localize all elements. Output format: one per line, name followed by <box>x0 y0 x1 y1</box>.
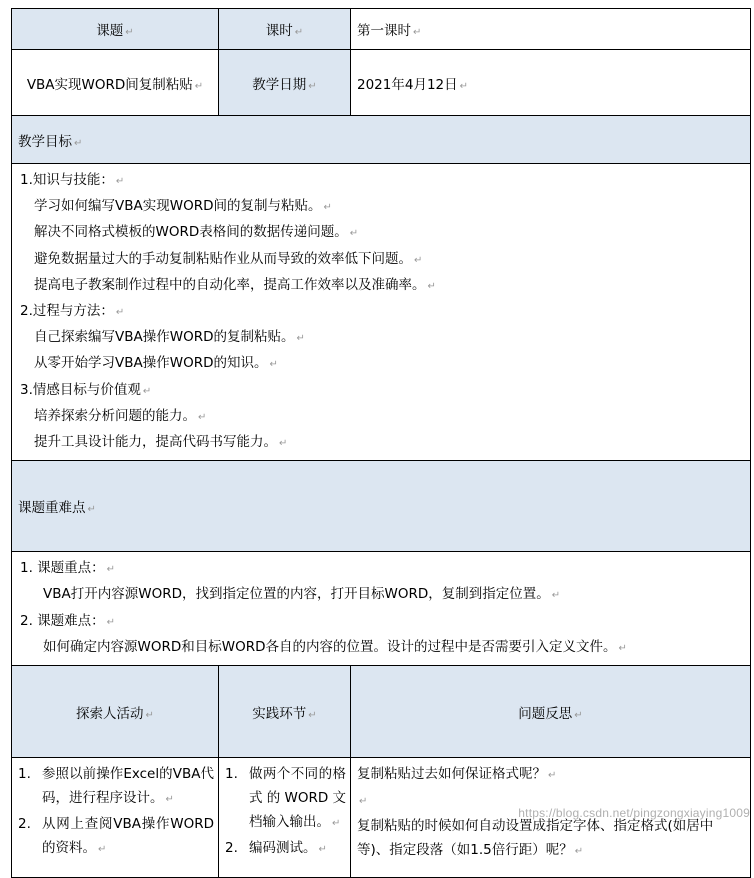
goals-header-cell <box>12 116 751 164</box>
list-line <box>20 635 744 661</box>
list-item-number: 1. <box>225 766 238 783</box>
topic-label: 课题 <box>96 23 124 39</box>
col1-content-cell <box>12 758 219 878</box>
list-item-number: 1. <box>18 766 31 783</box>
col3-header-cell <box>351 666 751 758</box>
hours-label: 课时 <box>265 23 293 39</box>
paragraph-mark-icon: ↵ <box>115 307 125 319</box>
goals-list <box>20 168 744 456</box>
list-line <box>20 351 744 377</box>
paragraph-mark-icon: ↵ <box>413 27 422 38</box>
paragraph-mark-icon: ↵ <box>106 616 116 628</box>
paragraph-mark-icon: ↵ <box>574 846 584 858</box>
list-item <box>225 762 346 836</box>
paragraph-mark-icon: ↵ <box>98 844 107 856</box>
list-line <box>20 220 744 246</box>
list-item <box>18 762 214 812</box>
list-line <box>20 404 744 430</box>
date-label-cell <box>219 50 351 116</box>
reflection-paragraph <box>357 762 744 788</box>
paragraph-mark-icon: ↵ <box>308 709 317 721</box>
paragraph-mark-icon: ↵ <box>308 80 317 92</box>
hours-value: 第一课时 <box>357 23 411 39</box>
goals-title: 教学目标 <box>18 133 72 150</box>
key-points-header-cell <box>12 461 751 552</box>
list-line-text: 1.知识与技能： <box>20 172 114 188</box>
reflection-paragraph <box>357 814 744 864</box>
list-line-text: 如何确定内容源WORD和目标WORD各自的内容的位置。设计的过程中是否需要引入定义文件。 <box>43 638 617 655</box>
list-line <box>20 325 744 351</box>
col1-title: 探索人活动 <box>76 705 144 722</box>
list-line <box>20 378 744 404</box>
col2-header-cell <box>219 666 351 758</box>
paragraph-mark-icon: ↵ <box>269 359 278 371</box>
paragraph-mark-icon: ↵ <box>427 280 436 292</box>
list-line <box>20 247 744 273</box>
paragraph-mark-icon: ↵ <box>548 770 557 782</box>
list-item-text: 从网上查阅VBA操作WORD的资料。 <box>42 816 214 857</box>
date-value: 2021年4月12日 <box>357 76 458 93</box>
paragraph-mark-icon: ↵ <box>323 202 332 214</box>
date-label: 教学日期 <box>252 76 307 93</box>
paragraph-mark-icon: ↵ <box>359 796 368 808</box>
list-item-number: 2. <box>18 816 31 833</box>
col2-list <box>225 762 346 862</box>
list-line-text: 自己探索编写VBA操作WORD的复制粘贴。 <box>34 329 295 346</box>
paragraph-mark-icon: ↵ <box>74 137 83 149</box>
list-line-text: 解决不同格式模板的WORD表格间的数据传递问题。 <box>34 224 348 241</box>
paragraph-mark-icon: ↵ <box>165 794 174 806</box>
lesson-plan-table <box>11 8 751 878</box>
list-item-text: 参照以前操作Excel的VBA代码，进行程序设计。 <box>42 766 214 807</box>
list-line-text: 从零开始学习VBA操作WORD的知识。 <box>34 355 268 372</box>
paragraph-mark-icon: ↵ <box>414 254 423 266</box>
paragraph-mark-icon: ↵ <box>279 438 288 450</box>
paragraph-mark-icon: ↵ <box>198 411 207 423</box>
list-item <box>18 812 214 862</box>
paragraph-mark-icon: ↵ <box>318 844 327 856</box>
reflection-text: 复制粘贴的时候如何自动设置成指定字体、指定格式(如居中等)、指定段落（如1.5倍行距）呢？ <box>357 818 714 859</box>
list-item-text: 编码测试。 <box>249 840 317 857</box>
topic-value-cell <box>12 50 219 116</box>
list-line-text: 2. 课题难点： <box>20 612 105 629</box>
reflection-text: 复制粘贴过去如何保证格式呢？ <box>357 766 546 783</box>
paragraph-mark-icon: ↵ <box>87 504 96 516</box>
goals-content-cell <box>12 164 751 461</box>
col1-header-cell <box>12 666 219 758</box>
list-line <box>20 430 744 456</box>
paragraph-mark-icon: ↵ <box>459 80 469 92</box>
paragraph-mark-icon: ↵ <box>551 590 561 602</box>
paragraph-mark-icon: ↵ <box>296 333 305 345</box>
list-line-text: 学习如何编写VBA实现WORD间的复制与粘贴。 <box>34 198 322 215</box>
list-line-text: 3.情感目标与价值观 <box>20 381 141 398</box>
paragraph-mark-icon: ↵ <box>294 27 304 38</box>
list-item <box>225 836 346 862</box>
list-line <box>20 194 744 220</box>
key-points-list <box>20 556 744 661</box>
key-points-title: 课题重难点 <box>18 500 86 517</box>
list-item-number: 2. <box>225 840 238 857</box>
paragraph-mark-icon: ↵ <box>115 176 125 187</box>
list-line-text: 提高电子教案制作过程中的自动化率，提高工作效率以及准确率。 <box>34 276 426 293</box>
list-line-text: 培养探索分析问题的能力。 <box>34 407 196 424</box>
list-line-text: 1. 课题重点： <box>20 560 105 577</box>
paragraph-mark-icon: ↵ <box>106 564 116 576</box>
list-line <box>20 273 744 299</box>
list-line <box>20 582 744 608</box>
watermark: https://blog.csdn.net/pingzongxiaying1009 <box>518 806 750 820</box>
list-line-text: VBA打开内容源WORD，找到指定位置的内容，打开目标WORD，复制到指定位置。 <box>43 586 550 603</box>
paragraph-mark-icon: ↵ <box>349 228 359 240</box>
key-points-content-cell <box>12 552 751 666</box>
col2-title: 实践环节 <box>252 705 307 722</box>
list-line-text: 避免数据量过大的手动复制粘贴作业从而导致的效率低下问题。 <box>34 250 412 267</box>
list-line <box>20 299 744 325</box>
paragraph-mark-icon: ↵ <box>145 709 154 721</box>
topic-value: VBA实现WORD间复制粘贴 <box>26 76 193 93</box>
col2-content-cell <box>219 758 351 878</box>
paragraph-mark-icon: ↵ <box>142 385 152 397</box>
list-line <box>20 556 744 582</box>
list-line <box>20 609 744 635</box>
hours-value-cell <box>351 9 751 50</box>
list-line-text: 提升工具设计能力，提高代码书写能力。 <box>34 434 277 451</box>
hours-label-cell <box>219 9 351 50</box>
paragraph-mark-icon: ↵ <box>194 80 204 92</box>
paragraph-mark-icon: ↵ <box>574 709 583 721</box>
paragraph-mark-icon: ↵ <box>618 642 627 654</box>
list-line <box>20 168 744 194</box>
list-item-text: 做两个不同的格式的WORD文档输入输出。 <box>249 766 346 831</box>
list-line-text: 2.过程与方法： <box>20 303 114 320</box>
date-value-cell <box>351 50 751 116</box>
col1-list <box>18 762 214 862</box>
paragraph-mark-icon: ↵ <box>332 818 341 830</box>
topic-label-cell <box>12 9 219 50</box>
col3-title: 问题反思 <box>518 705 573 722</box>
paragraph-mark-icon: ↵ <box>125 27 134 38</box>
